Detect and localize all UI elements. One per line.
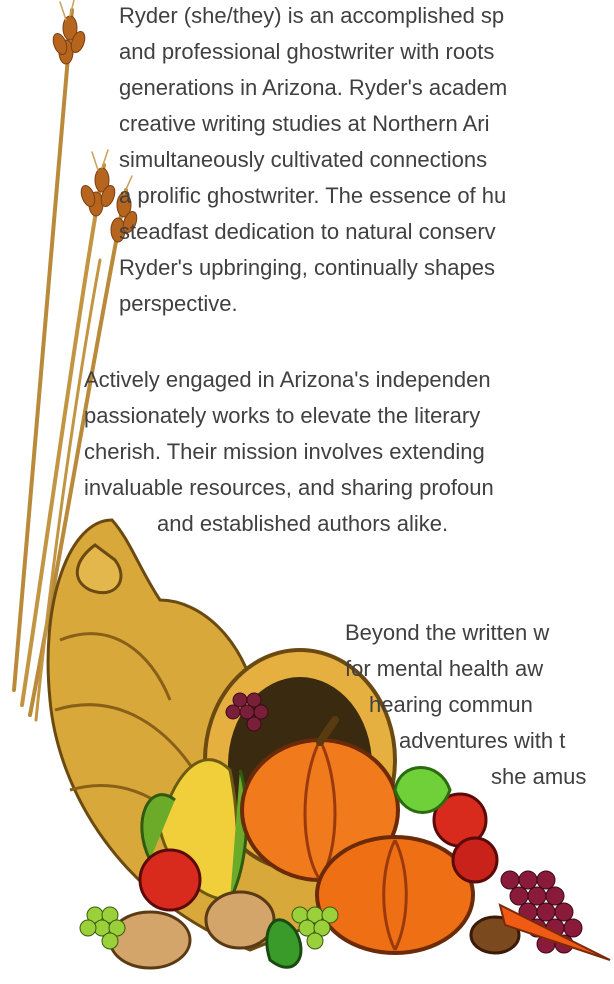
text-line: hearing commun xyxy=(369,692,533,717)
text-line: creative writing studies at Northern Ari xyxy=(119,111,490,136)
text-line: passionately works to elevate the literary xyxy=(84,403,481,428)
text-line: a prolific ghostwriter. The essence of hu xyxy=(119,183,507,208)
text-line: Ryder's upbringing, continually shapes xyxy=(119,255,495,280)
text-line: Actively engaged in Arizona's independen xyxy=(84,367,491,392)
text-line: and professional ghostwriter with roots xyxy=(119,39,495,64)
text-line: Ryder (she/they) is an accomplished sp xyxy=(119,3,505,28)
text-line: generations in Arizona. Ryder's academ xyxy=(119,75,508,100)
text-line: she amus xyxy=(491,764,587,789)
text-line: cherish. Their mission involves extending xyxy=(84,439,485,464)
text-line: adventures with t xyxy=(399,728,566,753)
text-line: Beyond the written w xyxy=(345,620,550,645)
text-line: simultaneously cultivated connections xyxy=(119,147,488,172)
text-line: and established authors alike. xyxy=(157,511,449,536)
text-line: for mental health aw xyxy=(345,656,544,681)
text-line: steadfast dedication to natural conserv xyxy=(119,219,496,244)
text-line: perspective. xyxy=(119,291,238,316)
text-line: invaluable resources, and sharing profoun xyxy=(84,475,494,500)
